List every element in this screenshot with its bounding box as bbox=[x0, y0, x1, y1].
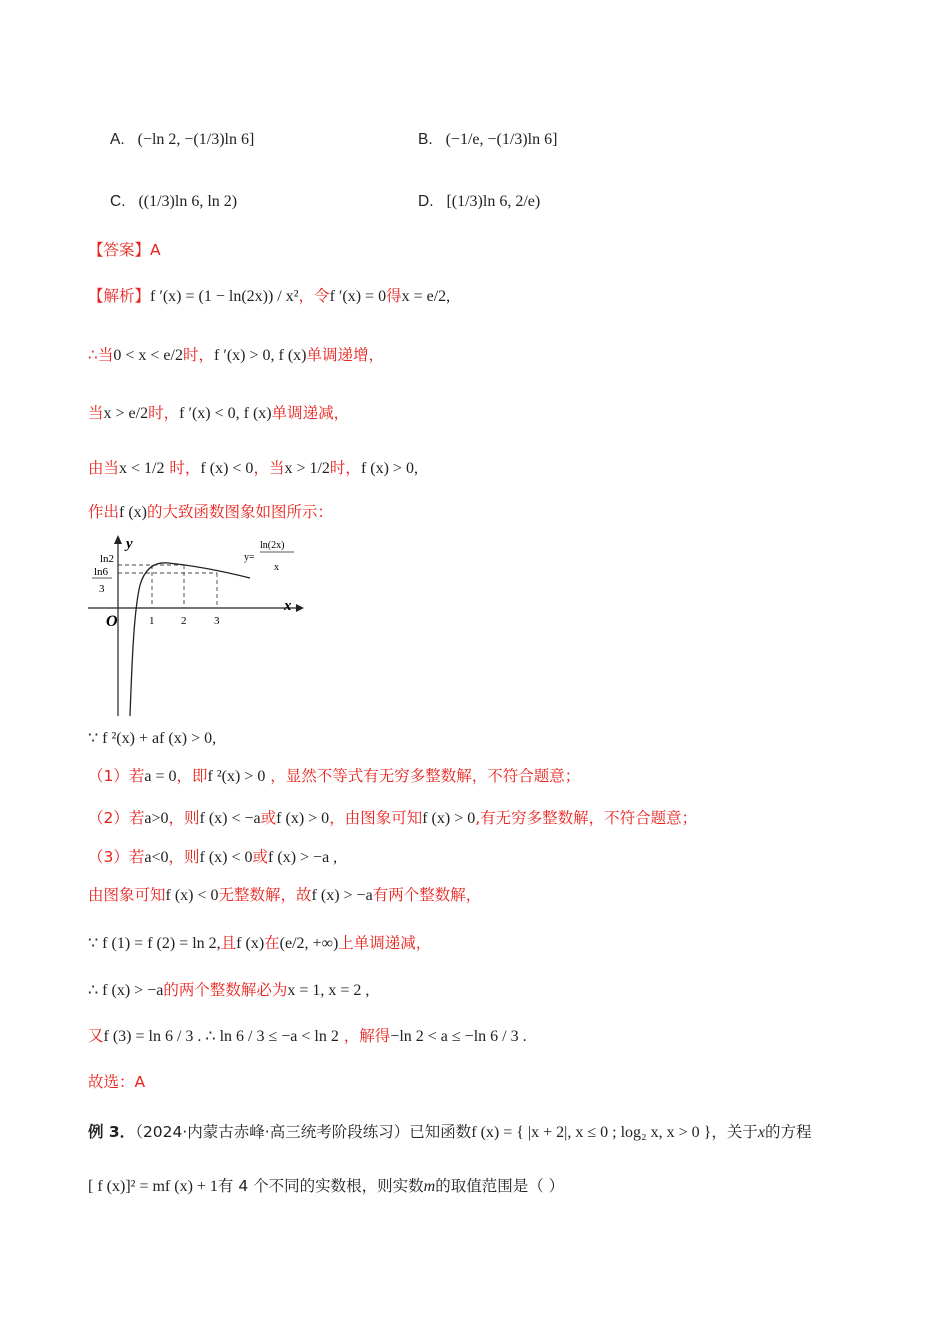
analysis-text: 时， bbox=[148, 404, 180, 422]
answer-tag: 【答案】 bbox=[88, 241, 151, 259]
analysis-text: ∴当 bbox=[88, 346, 114, 364]
analysis-text: 当 bbox=[88, 404, 104, 422]
answer-value: A bbox=[150, 241, 161, 259]
analysis-text: 的两个整数解必为 bbox=[163, 981, 288, 999]
analysis-text: 有两个整数解， bbox=[372, 886, 482, 904]
analysis-line-5 bbox=[88, 502, 333, 524]
variable-m: m bbox=[423, 1178, 436, 1195]
analysis-text: 的大致函数图象如图所示： bbox=[147, 503, 334, 521]
math-expr: ∵ f ²(x) + af (x) > 0, bbox=[88, 730, 217, 747]
y-label-ln6: ln6 bbox=[94, 566, 109, 578]
math-expr: 0 < x < e/2 bbox=[113, 347, 183, 364]
critical-point: x = e/2, bbox=[401, 288, 451, 305]
variable-x: x bbox=[757, 1124, 765, 1141]
analysis-text: （1）若 bbox=[88, 767, 145, 785]
option-d-label: D. bbox=[418, 193, 434, 210]
analysis-line-1 bbox=[88, 286, 450, 308]
x-axis-label: x bbox=[284, 598, 292, 614]
example-text: ，关于 bbox=[711, 1123, 758, 1141]
analysis-text: （3）若 bbox=[88, 848, 145, 866]
analysis-text: 又 bbox=[88, 1027, 104, 1045]
analysis-line-10 bbox=[88, 1026, 527, 1048]
option-c bbox=[110, 192, 237, 211]
analysis-text: ，即 bbox=[176, 767, 208, 785]
math-expr: x < 1/2 bbox=[119, 460, 165, 477]
analysis-text: ，则 bbox=[168, 809, 200, 827]
math-expr: f (x) < −a bbox=[199, 810, 261, 827]
math-expr: x = 1, x = 2 , bbox=[287, 982, 370, 999]
analysis-line-6 bbox=[88, 728, 216, 750]
example-text: 的取值范围是（ ） bbox=[435, 1177, 565, 1195]
analysis-text: 时， bbox=[182, 346, 214, 364]
analysis-text: 单调递增， bbox=[306, 346, 384, 364]
math-expr: f (3) = ln 6 / 3 . ∴ ln 6 / 3 ≤ −a < ln 2 bbox=[103, 1028, 339, 1045]
option-a-label: A. bbox=[110, 131, 125, 148]
analysis-text: 时， bbox=[164, 459, 201, 477]
function-curve bbox=[130, 563, 250, 716]
tick-3: 3 bbox=[214, 615, 220, 627]
curve-label-num: ln(2x) bbox=[260, 540, 285, 551]
option-a bbox=[110, 130, 254, 149]
math-expr: −ln 2 < a ≤ −ln 6 / 3 . bbox=[390, 1028, 527, 1045]
analysis-text: 或 bbox=[260, 809, 277, 827]
analysis-text: 且 bbox=[220, 934, 237, 952]
analysis-text: ,有无穷多整数解，不符合题意； bbox=[475, 809, 698, 827]
example-source: （2024·内蒙古赤峰·高三统考阶段练习）已知函数 bbox=[135, 1123, 472, 1141]
analysis-tag: 【解析】 bbox=[88, 287, 151, 305]
math-expr: f (x) < 0 bbox=[200, 460, 254, 477]
math-expr: ∴ f (x) > −a bbox=[88, 982, 164, 999]
analysis-text: 得 bbox=[386, 287, 402, 305]
x-axis-arrow bbox=[296, 604, 304, 612]
math-expr: a<0 bbox=[144, 849, 169, 866]
y-label-ln2: ln2 bbox=[100, 553, 115, 565]
option-b-expr: (−1/e, −(1/3)ln 6] bbox=[445, 131, 558, 148]
math-expr: (e/2, +∞) bbox=[279, 935, 339, 952]
y-label-3: 3 bbox=[99, 583, 105, 595]
analysis-line-4 bbox=[88, 458, 418, 480]
tick-2: 2 bbox=[181, 615, 187, 627]
option-b bbox=[418, 130, 557, 149]
function-graph bbox=[88, 530, 308, 720]
option-d bbox=[418, 192, 540, 211]
math-expr: f (x) < 0 bbox=[199, 849, 253, 866]
analysis-text: 上单调递减， bbox=[338, 934, 432, 952]
math-expr: f ²(x) > 0 bbox=[207, 768, 266, 785]
math-expr: f (x) > 0, bbox=[360, 460, 418, 477]
analysis-line-7 bbox=[88, 885, 481, 907]
math-expr: ∵ f (1) = f (2) = ln 2, bbox=[88, 935, 221, 952]
math-expr: f (x) > 0 bbox=[422, 810, 476, 827]
analysis-line-8 bbox=[88, 933, 431, 955]
case-1 bbox=[88, 766, 580, 788]
origin-label: O bbox=[106, 613, 118, 630]
y-axis-label: y bbox=[126, 536, 133, 552]
analysis-text: ，由图象可知 bbox=[329, 809, 423, 827]
math-expr: f (x) > 0 bbox=[276, 810, 330, 827]
derivative-zero: f ′(x) = 0 bbox=[329, 288, 387, 305]
math-expr: f (x) > −a , bbox=[268, 849, 338, 866]
case-2 bbox=[88, 808, 697, 830]
example-text: 的方程 bbox=[764, 1123, 812, 1141]
case-3 bbox=[88, 847, 337, 869]
math-expr: f (x) < 0 bbox=[165, 887, 219, 904]
analysis-text: ，解得 bbox=[338, 1027, 391, 1045]
math-expr: f (x) bbox=[236, 935, 265, 952]
tick-1: 1 bbox=[149, 615, 155, 627]
analysis-text: 时， bbox=[329, 459, 361, 477]
math-expr: f (x) > −a bbox=[311, 887, 373, 904]
option-d-expr: [(1/3)ln 6, 2/e) bbox=[446, 193, 541, 210]
example-text: 有 4 个不同的实数根，则实数 bbox=[217, 1177, 424, 1195]
example-label: 例 3． bbox=[88, 1123, 136, 1141]
analysis-line-9 bbox=[88, 980, 369, 1002]
math-expr: f ′(x) < 0, f (x) bbox=[179, 405, 272, 422]
option-a-expr: (−ln 2, −(1/3)ln 6] bbox=[137, 131, 255, 148]
analysis-text: 由图象可知 bbox=[88, 886, 166, 904]
option-b-label: B. bbox=[418, 131, 433, 148]
math-expr: x > 1/2 bbox=[284, 460, 330, 477]
analysis-text: 或 bbox=[252, 848, 269, 866]
analysis-text: 在 bbox=[264, 934, 280, 952]
curve-label-lhs: y= bbox=[244, 552, 255, 563]
math-expr: a = 0 bbox=[144, 768, 177, 785]
analysis-line-3 bbox=[88, 403, 349, 425]
curve-label-den: x bbox=[274, 562, 279, 573]
answer-line bbox=[88, 240, 161, 262]
analysis-text: 由当 bbox=[88, 459, 120, 477]
conclusion: 故选：A bbox=[88, 1073, 146, 1091]
analysis-text: ，当 bbox=[253, 459, 285, 477]
y-axis-arrow bbox=[114, 535, 122, 544]
analysis-text: ，则 bbox=[168, 848, 200, 866]
option-c-label: C. bbox=[110, 193, 126, 210]
analysis-text: 作出 bbox=[88, 503, 120, 521]
option-c-expr: ((1/3)ln 6, ln 2) bbox=[138, 193, 238, 210]
math-expr: f (x) bbox=[119, 504, 147, 521]
analysis-text: （2）若 bbox=[88, 809, 145, 827]
math-expr: a>0 bbox=[144, 810, 169, 827]
analysis-text: ，显然不等式有无穷多整数解，不符合题意； bbox=[265, 767, 581, 785]
example-3-line-2 bbox=[88, 1176, 564, 1198]
analysis-text: 单调递减， bbox=[271, 404, 350, 422]
math-expr: x > e/2 bbox=[103, 405, 149, 422]
math-expr: f ′(x) > 0, f (x) bbox=[213, 347, 307, 364]
piecewise-function: f (x) = { |x + 2|, x ≤ 0 ; log₂ x, x > 0 } bbox=[471, 1124, 712, 1141]
derivative-formula: f ′(x) = (1 − ln(2x)) / x² bbox=[150, 288, 299, 305]
analysis-text: ，令 bbox=[298, 287, 330, 305]
analysis-text: 无整数解，故 bbox=[218, 886, 312, 904]
example-3-line-1 bbox=[88, 1122, 811, 1144]
equation: [ f (x)]² = mf (x) + 1 bbox=[88, 1178, 218, 1195]
analysis-line-2 bbox=[88, 345, 384, 367]
